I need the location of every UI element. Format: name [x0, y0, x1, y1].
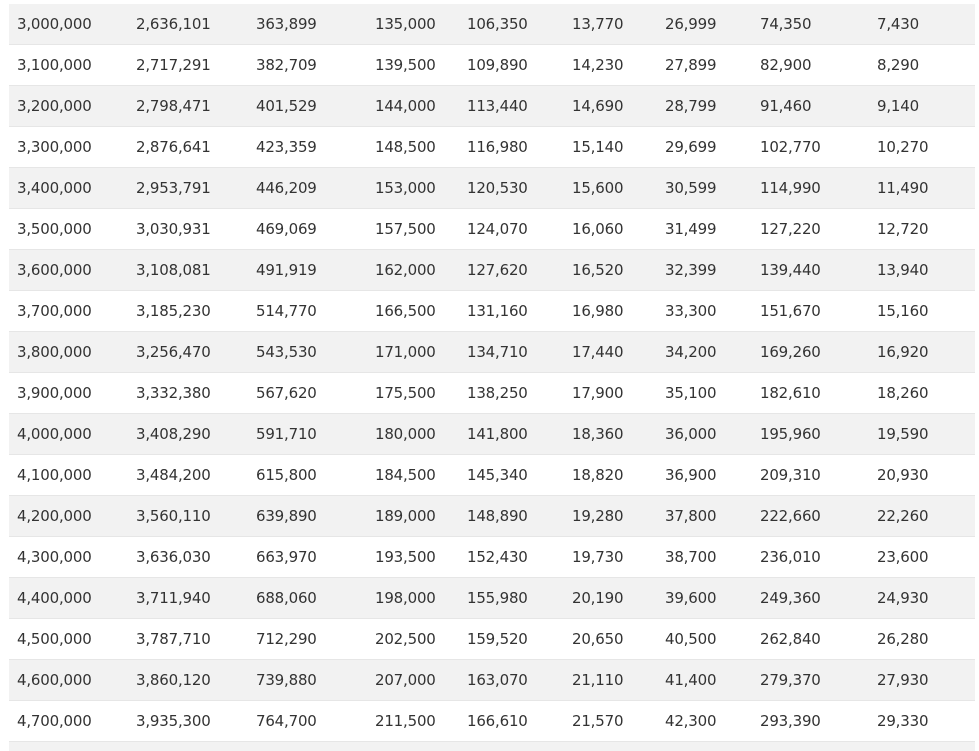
table-row — [9, 209, 975, 250]
table-cell: 32,399 — [665, 261, 717, 279]
table-cell: 3,560,110 — [136, 507, 211, 525]
table-cell: 13,940 — [877, 261, 929, 279]
salary-table — [9, 4, 975, 751]
table-cell: 148,890 — [467, 507, 528, 525]
table-cell: 663,970 — [256, 548, 317, 566]
table-cell: 29,330 — [877, 712, 929, 730]
table-cell: 207,000 — [375, 671, 436, 689]
table-cell: 401,529 — [256, 97, 317, 115]
table-cell: 82,900 — [760, 56, 812, 74]
table-cell: 423,359 — [256, 138, 317, 156]
table-cell: 3,900,000 — [17, 384, 92, 402]
table-cell: 2,636,101 — [136, 15, 211, 33]
table-cell: 514,770 — [256, 302, 317, 320]
table-cell: 30,599 — [665, 179, 717, 197]
table-cell: 166,500 — [375, 302, 436, 320]
table-cell: 491,919 — [256, 261, 317, 279]
table-cell: 3,935,300 — [136, 712, 211, 730]
table-cell: 36,900 — [665, 466, 717, 484]
table-cell: 363,899 — [256, 15, 317, 33]
table-cell: 26,280 — [877, 630, 929, 648]
table-cell: 134,710 — [467, 343, 528, 361]
table-cell: 3,484,200 — [136, 466, 211, 484]
table-cell: 180,000 — [375, 425, 436, 443]
table-cell: 15,140 — [572, 138, 624, 156]
table-cell: 182,610 — [760, 384, 821, 402]
table-cell: 9,140 — [877, 97, 919, 115]
table-cell: 113,440 — [467, 97, 528, 115]
table-cell: 2,717,291 — [136, 56, 211, 74]
table-cell: 712,290 — [256, 630, 317, 648]
table-cell: 114,990 — [760, 179, 821, 197]
table-cell: 615,800 — [256, 466, 317, 484]
table-cell: 33,300 — [665, 302, 717, 320]
table-cell: 3,636,030 — [136, 548, 211, 566]
table-cell: 138,250 — [467, 384, 528, 402]
table-cell: 141,800 — [467, 425, 528, 443]
table-cell: 16,520 — [572, 261, 624, 279]
table-cell: 4,400,000 — [17, 589, 92, 607]
table-row — [9, 127, 975, 168]
table-cell: 18,260 — [877, 384, 929, 402]
table-cell: 13,770 — [572, 15, 624, 33]
table-cell: 2,953,791 — [136, 179, 211, 197]
table-cell: 3,600,000 — [17, 261, 92, 279]
table-cell: 39,600 — [665, 589, 717, 607]
table-cell: 139,500 — [375, 56, 436, 74]
table-cell: 175,500 — [375, 384, 436, 402]
table-cell: 22,260 — [877, 507, 929, 525]
table-cell: 591,710 — [256, 425, 317, 443]
table-cell: 567,620 — [256, 384, 317, 402]
table-cell: 3,108,081 — [136, 261, 211, 279]
table-cell: 155,980 — [467, 589, 528, 607]
table-cell: 14,690 — [572, 97, 624, 115]
table-cell: 31,499 — [665, 220, 717, 238]
table-cell: 4,200,000 — [17, 507, 92, 525]
table-cell: 37,800 — [665, 507, 717, 525]
table-cell: 293,390 — [760, 712, 821, 730]
table-cell: 3,408,290 — [136, 425, 211, 443]
table-cell: 109,890 — [467, 56, 528, 74]
table-cell: 120,530 — [467, 179, 528, 197]
table-cell: 3,332,380 — [136, 384, 211, 402]
table-cell: 16,980 — [572, 302, 624, 320]
table-cell: 639,890 — [256, 507, 317, 525]
table-cell: 8,290 — [877, 56, 919, 74]
table-cell: 15,160 — [877, 302, 929, 320]
table-cell: 3,200,000 — [17, 97, 92, 115]
table-cell: 249,360 — [760, 589, 821, 607]
table-cell: 222,660 — [760, 507, 821, 525]
table-cell: 91,460 — [760, 97, 812, 115]
table-cell: 198,000 — [375, 589, 436, 607]
table-cell: 106,350 — [467, 15, 528, 33]
table-cell: 23,600 — [877, 548, 929, 566]
table-cell: 4,300,000 — [17, 548, 92, 566]
table-cell: 11,490 — [877, 179, 929, 197]
table-row — [9, 45, 975, 86]
table-cell: 169,260 — [760, 343, 821, 361]
table-cell: 38,700 — [665, 548, 717, 566]
table-cell: 159,520 — [467, 630, 528, 648]
table-cell: 211,500 — [375, 712, 436, 730]
table-row — [9, 496, 975, 537]
table-cell: 3,700,000 — [17, 302, 92, 320]
table-cell: 20,650 — [572, 630, 624, 648]
table-cell: 3,185,230 — [136, 302, 211, 320]
table-cell: 28,799 — [665, 97, 717, 115]
table-cell: 127,620 — [467, 261, 528, 279]
table-cell: 153,000 — [375, 179, 436, 197]
table-cell: 19,590 — [877, 425, 929, 443]
table-cell: 4,600,000 — [17, 671, 92, 689]
table-cell: 18,820 — [572, 466, 624, 484]
table-cell: 3,860,120 — [136, 671, 211, 689]
table-cell: 3,256,470 — [136, 343, 211, 361]
table-cell: 171,000 — [375, 343, 436, 361]
table-cell: 10,270 — [877, 138, 929, 156]
table-cell: 3,300,000 — [17, 138, 92, 156]
table-cell: 144,000 — [375, 97, 436, 115]
table-row — [9, 86, 975, 127]
table-row — [9, 332, 975, 373]
table-row — [9, 414, 975, 455]
table-cell: 3,030,931 — [136, 220, 211, 238]
table-row — [9, 537, 975, 578]
table-cell: 202,500 — [375, 630, 436, 648]
table-cell: 157,500 — [375, 220, 436, 238]
table-row — [9, 4, 975, 45]
table-cell: 139,440 — [760, 261, 821, 279]
table-cell: 14,230 — [572, 56, 624, 74]
table-row — [9, 701, 975, 742]
table-cell: 4,500,000 — [17, 630, 92, 648]
table-cell: 145,340 — [467, 466, 528, 484]
table-cell: 3,000,000 — [17, 15, 92, 33]
table-cell: 18,360 — [572, 425, 624, 443]
table-cell: 3,711,940 — [136, 589, 211, 607]
table-cell: 15,600 — [572, 179, 624, 197]
table-cell: 102,770 — [760, 138, 821, 156]
table-row — [9, 250, 975, 291]
table-cell: 74,350 — [760, 15, 812, 33]
table-cell: 24,930 — [877, 589, 929, 607]
table-cell: 195,960 — [760, 425, 821, 443]
table-cell: 20,930 — [877, 466, 929, 484]
table-cell: 27,899 — [665, 56, 717, 74]
table-row — [9, 373, 975, 414]
table-cell: 4,700,000 — [17, 712, 92, 730]
table-cell: 3,100,000 — [17, 56, 92, 74]
table-cell: 16,060 — [572, 220, 624, 238]
table-cell: 163,070 — [467, 671, 528, 689]
table-cell: 42,300 — [665, 712, 717, 730]
table-cell: 26,999 — [665, 15, 717, 33]
table-row — [9, 455, 975, 496]
table-row — [9, 578, 975, 619]
table-cell: 446,209 — [256, 179, 317, 197]
table-cell: 4,100,000 — [17, 466, 92, 484]
table-cell: 34,200 — [665, 343, 717, 361]
table-cell: 3,800,000 — [17, 343, 92, 361]
table-cell: 40,500 — [665, 630, 717, 648]
table-cell: 127,220 — [760, 220, 821, 238]
table-cell: 7,430 — [877, 15, 919, 33]
table-cell: 17,440 — [572, 343, 624, 361]
table-row — [9, 291, 975, 332]
table-cell: 35,100 — [665, 384, 717, 402]
table-cell: 131,160 — [467, 302, 528, 320]
table-row — [9, 660, 975, 701]
table-cell: 236,010 — [760, 548, 821, 566]
table-cell: 688,060 — [256, 589, 317, 607]
table-row-partial — [9, 742, 975, 751]
table-cell: 16,920 — [877, 343, 929, 361]
table-cell: 543,530 — [256, 343, 317, 361]
table-cell: 148,500 — [375, 138, 436, 156]
table-cell: 279,370 — [760, 671, 821, 689]
table-row — [9, 168, 975, 209]
table-cell: 12,720 — [877, 220, 929, 238]
table-cell: 739,880 — [256, 671, 317, 689]
table-cell: 3,787,710 — [136, 630, 211, 648]
table-cell: 4,000,000 — [17, 425, 92, 443]
table-cell: 41,400 — [665, 671, 717, 689]
table-cell: 193,500 — [375, 548, 436, 566]
table-cell: 764,700 — [256, 712, 317, 730]
table-cell: 189,000 — [375, 507, 436, 525]
table-row — [9, 619, 975, 660]
table-cell: 17,900 — [572, 384, 624, 402]
table-cell: 3,400,000 — [17, 179, 92, 197]
table-cell: 21,570 — [572, 712, 624, 730]
table-cell: 469,069 — [256, 220, 317, 238]
table-cell: 382,709 — [256, 56, 317, 74]
table-cell: 124,070 — [467, 220, 528, 238]
table-cell: 151,670 — [760, 302, 821, 320]
table-cell: 29,699 — [665, 138, 717, 156]
table-cell: 20,190 — [572, 589, 624, 607]
table-cell: 2,876,641 — [136, 138, 211, 156]
table-cell: 184,500 — [375, 466, 436, 484]
table-cell: 19,280 — [572, 507, 624, 525]
table-cell: 135,000 — [375, 15, 436, 33]
table-cell: 152,430 — [467, 548, 528, 566]
table-cell: 3,500,000 — [17, 220, 92, 238]
table-cell: 262,840 — [760, 630, 821, 648]
table-cell: 2,798,471 — [136, 97, 211, 115]
table-cell: 162,000 — [375, 261, 436, 279]
table-cell: 27,930 — [877, 671, 929, 689]
table-cell: 116,980 — [467, 138, 528, 156]
table-cell: 166,610 — [467, 712, 528, 730]
table-cell: 21,110 — [572, 671, 624, 689]
table-cell: 36,000 — [665, 425, 717, 443]
table-cell: 209,310 — [760, 466, 821, 484]
table-cell: 19,730 — [572, 548, 624, 566]
